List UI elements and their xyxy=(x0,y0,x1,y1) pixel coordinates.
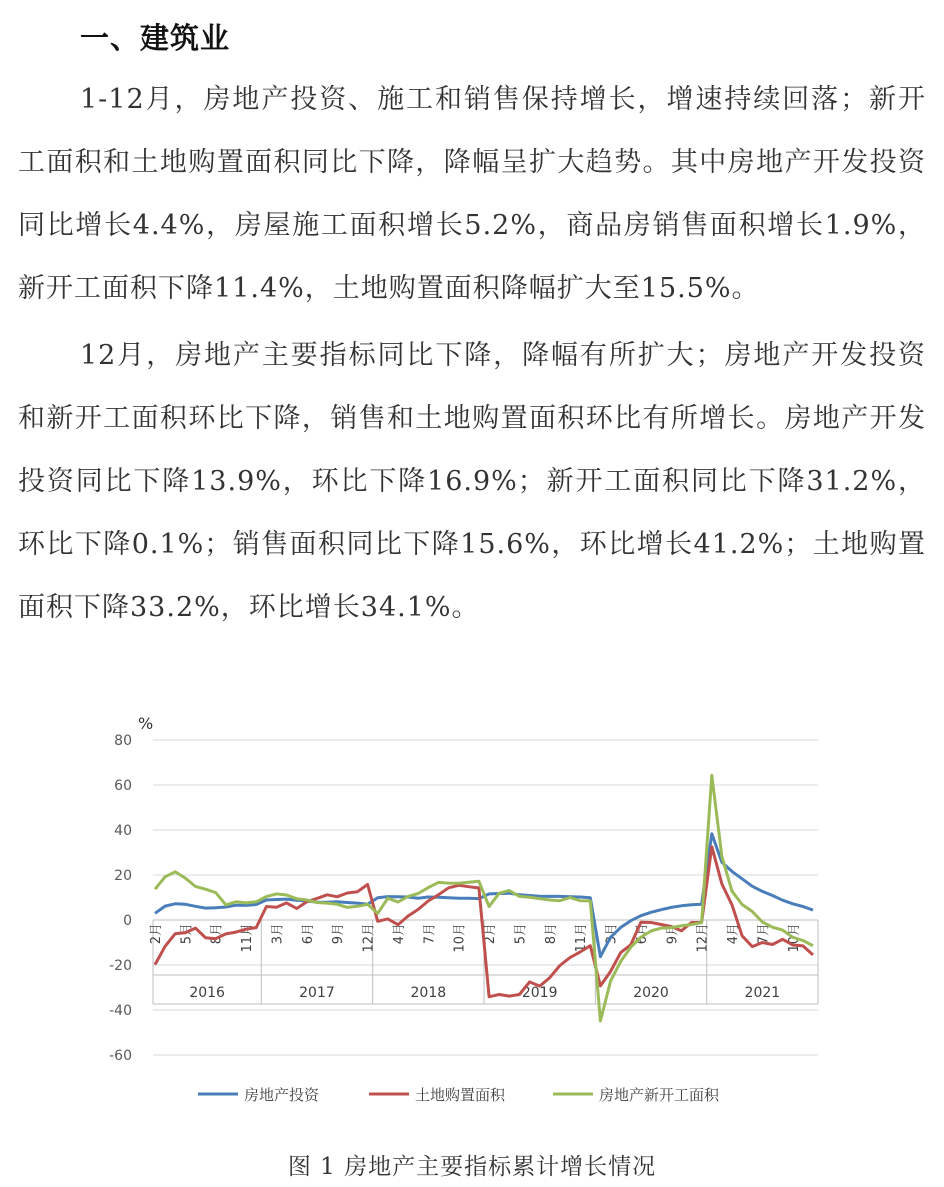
x-tick-label: 10月 xyxy=(452,923,468,953)
y-axis-label: % xyxy=(138,714,154,733)
article-body xyxy=(18,68,926,639)
legend-label-2: 土地购置面积 xyxy=(415,1086,506,1104)
x-tick-label: 8月 xyxy=(543,923,559,945)
year-label: 2021 xyxy=(744,985,781,1001)
y-tick-label: 0 xyxy=(123,913,132,929)
year-label: 2019 xyxy=(521,985,558,1001)
x-tick-label: 5月 xyxy=(179,923,195,945)
y-tick-label: -40 xyxy=(109,1003,132,1019)
y-tick-label: -60 xyxy=(109,1048,132,1064)
year-label: 2017 xyxy=(299,985,335,1001)
x-tick-label: 2月 xyxy=(483,923,499,945)
x-tick-label: 9月 xyxy=(331,923,347,945)
section-title: 一、建筑业 xyxy=(80,21,231,55)
y-tick-label: -20 xyxy=(109,958,132,974)
year-label: 2020 xyxy=(633,985,669,1001)
x-tick-label: 4月 xyxy=(726,923,742,945)
y-tick-label: 80 xyxy=(114,733,132,749)
x-tick-label: 12月 xyxy=(361,923,377,953)
year-label: 2016 xyxy=(189,985,225,1001)
x-tick-label: 12月 xyxy=(695,923,711,953)
legend-label-1: 房地产投资 xyxy=(244,1086,320,1104)
y-tick-label: 60 xyxy=(114,778,132,794)
paragraph-annual: 1-12月，房地产投资、施工和销售保持增长，增速持续回落；新开工面积和土地购置面积同比下降，降幅呈扩大趋势。其中房地产开发投资同比增长4.4%，房屋施工面积增长5.2%，商品房销售面积增长1.9%，新开工面积下降11.4%，土地购置面积降幅扩大至15.5%。 xyxy=(18,84,926,304)
x-tick-label: 7月 xyxy=(422,923,438,945)
x-tick-label: 9月 xyxy=(665,923,681,945)
x-tick-label: 5月 xyxy=(513,923,529,945)
x-tick-label: 3月 xyxy=(604,923,620,945)
x-tick-label: 7月 xyxy=(756,923,772,945)
x-tick-label: 10月 xyxy=(786,923,802,953)
x-tick-label: 11月 xyxy=(240,923,256,953)
real-estate-growth-chart xyxy=(0,700,944,1130)
y-tick-label: 20 xyxy=(114,868,132,884)
legend-label-3: 房地产新开工面积 xyxy=(599,1086,720,1104)
x-tick-label: 3月 xyxy=(270,923,286,945)
x-tick-label: 6月 xyxy=(300,923,316,945)
x-tick-label: 8月 xyxy=(209,923,225,945)
paragraph-december: 12月，房地产主要指标同比下降，降幅有所扩大；房地产开发投资和新开工面积环比下降，销售和土地购置面积环比有所增长。房地产开发投资同比下降13.9%，环比下降16.9%；新开工面积同比下降31.2%，环比下降0.1%；销售面积同比下降15.6%，环比增长41.2%；土地购置面积下降33.2%，环比增长34.1%。 xyxy=(18,340,926,623)
x-tick-label: 2月 xyxy=(149,923,164,945)
y-tick-label: 40 xyxy=(114,823,132,839)
figure-caption: 图 1 房地产主要指标累计增长情况 xyxy=(287,1154,657,1180)
x-tick-label: 6月 xyxy=(634,923,650,945)
x-tick-label: 4月 xyxy=(391,923,407,945)
x-tick-label: 11月 xyxy=(574,923,590,953)
year-label: 2018 xyxy=(410,985,447,1001)
